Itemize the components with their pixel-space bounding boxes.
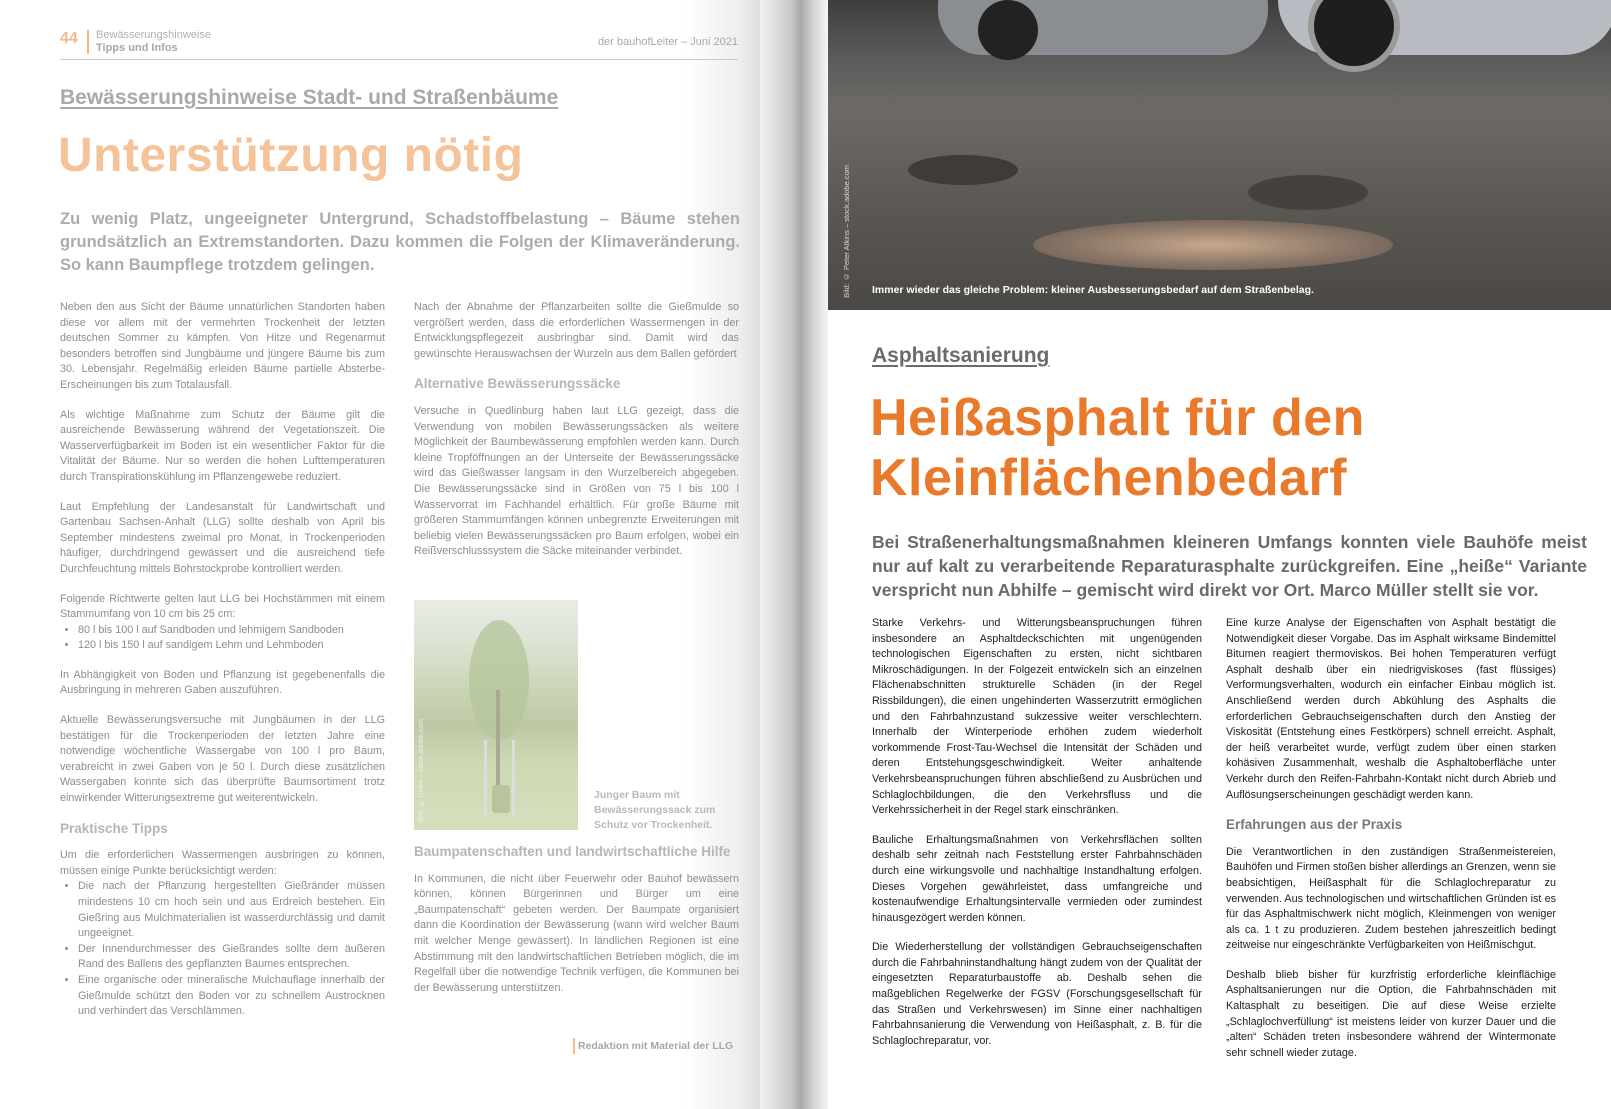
tree-photo <box>414 600 578 830</box>
article-lead: Bei Straßenerhaltungsmaßnahmen kleineren Umfangs konnten viele Bauhöfe meist nur auf kalt zu verarbeitende Reparaturasphalte zurückgreifen. Eine „heiße“ Variante verspricht nun Abhilfe – gemischt wird direkt vor Ort. Marco Müller stellt sie vor. <box>872 532 1587 600</box>
section-subtitle: Tipps und Infos <box>96 42 178 54</box>
text-column-2 <box>1226 616 1556 1075</box>
editorial-credit: Redaktion mit Material der LLG <box>578 1040 734 1052</box>
text-column-2 <box>414 300 739 574</box>
subheading: Praktische Tipps <box>60 820 168 836</box>
paragraph: Versuche in Quedlinburg haben laut LLG gezeigt, dass die Verwendung von mobilen Bewässerungssäcken als weitere Möglichkeit der Baumbewässerung empfohlen werden kann. Durch kleine Tropföffnungen an der Unterseite der Bewässerungssäcke wird das Gießwasser langsam in den Wurzelbereich abgegeben. Die Bewässerungssäcke sind in Größen von 75 l bis 100 l Wasservorrat im Fachhandel erhältlich. Für große Bäume mit größeren Stammumfängen können unbegrenzte Erweiterungen mit beliebig vielen Bewässerungssäcken pro Baum erfolgen, wobei ein Reißverschlusssystem die Säcke miteinander verbindet. <box>414 404 739 558</box>
paragraph: Die Verantwortlichen in den zuständigen Straßenmeistereien, Bauhöfen und Firmen stoßen bisher allerdings an Grenzen, wenn sie beabsichtigen, Heißasphalt für die Schlaglochreparatur zu verwenden. Aus technologischen und wirtschaftlichen Gründen ist es für das Asphaltmischwerk nicht möglich, Kleinmengen von weniger als ca. 1 t zu produzieren. Zudem bestehen jahreszeitlich bedingt zeitweise nur eingeschränkte Verfügbarkeiten von Heißmischgut. <box>1226 845 1556 952</box>
photo-caption: Immer wieder das gleiche Problem: kleiner Ausbesserungsbedarf auf dem Straßenbelag. <box>872 284 1314 296</box>
bullet-list <box>60 879 385 1019</box>
left-page <box>0 0 778 1109</box>
paragraph: In Kommunen, die nicht über Feuerwehr oder Bauhof bewässern können, können Bürgerinnen und Bürger um eine „Baumpatenschaft“ gebeten werden. Der Baumpate organisiert dann die Koordination der Bewässerung (wann wird welcher Baum mit welcher Menge gewässert). In ländlichen Regionen ist eine Abstimmung mit den landwirtschaftlichen Betrieben möglich, die im Regelfall über die notwendige Technik verfügen, die Kommunen bei der Bewässerung unterstützen. <box>414 872 739 994</box>
article-headline: Unterstützung nötig <box>58 129 524 182</box>
paragraph: Um die erforderlichen Wassermengen ausbringen zu können, müssen einige Punkte berücksichtigt werden: <box>60 849 385 877</box>
subheading: Baumpatenschaften und landwirtschaftliche Hilfe <box>414 844 731 859</box>
paragraph: Starke Verkehrs- und Witterungsbeanspruchungen führen insbesondere an Asphaltdeckschichten mit ungenügenden technologischen Eigenschaften zu ersten, nicht sichtbaren Mikroschädigungen. In der Folgezeit entwickeln sich an einzelnen Flächenabschnitten strukturelle Schäden (in der Regel Rissbildungen), die einen ungehinderten Wasserzutritt ermöglichen und den Fahrbahnzustand sukzessive weiter verschlechtern. Innerhalb der Winterperiode erhöhen zudem wiederholt vorkommende Frost-Tau-Wechsel die Intensität der Schäden und deren Entstehungsgeschwindigkeit. Weiter anhaltende Verkehrsbeanspruchungen führen abschließend zu Ausbrüchen und Schlaglochbildungen, die den Verkehrsfluss und die Verkehrssicherheit in der Regel stark einschränken. <box>872 617 1202 817</box>
right-page <box>828 0 1611 1109</box>
watering-bag <box>492 785 510 813</box>
paragraph: Bauliche Erhaltungsmaßnahmen von Verkehrsflächen sollten deshalb sehr zeitnah nach Feststellung erster Fahrbahnschäden durch eine wirkungsvolle und nachhaltige Instandhaltung erfolgen. Dieses Vorgehen gewährleistet, dass umfangreiche und kostenaufwendige Erhaltungsintervalle vermieden oder zumindest hinausgezögert werden können. <box>872 833 1202 924</box>
wheel-shape <box>978 0 1038 60</box>
article-kicker: Asphaltsanierung <box>872 344 1050 367</box>
paragraph: In Abhängigkeit von Boden und Pflanzung ist gegebenenfalls die Ausbringung in mehreren Gaben auszuführen. <box>60 668 385 697</box>
list-item: • 120 l bis 150 l auf sandigem Lehm und Lehmboden <box>78 638 385 654</box>
article-kicker: Bewässerungshinweise Stadt- und Straßenbäume <box>60 86 559 109</box>
book-spine-shadow <box>760 0 828 1109</box>
credit-divider <box>573 1038 575 1054</box>
paragraph: Deshalb blieb bisher für kurzfristig erforderliche kleinflächige Asphaltsanierungen nur die Option, die Fahrbahnschäden mit Kaltasphalt zu beseitigen. Die auf diese Weise erzielte „Schlaglochverfüllung“ ist meistens leider von kurzer Dauer und die „alten“ Schäden treten insbesondere während der Wintermonate sehr schnell wieder zutage. <box>1226 968 1556 1059</box>
wheel-shape <box>1308 0 1400 72</box>
article-headline: Heißasphalt für den Kleinflächenbedarf <box>870 389 1365 507</box>
paragraph: Folgende Richtwerte gelten laut LLG bei Hochstämmen mit einem Stammumfang von 10 cm bis 25 cm: <box>60 592 385 621</box>
pothole-photo <box>828 0 1611 310</box>
paragraph: Die Wiederherstellung der vollständigen Gebrauchseigenschaften durch die Fahrbahninstandhaltung hängt zudem von der Qualität der eingesetzten Reparaturbaustoffe ab. Deshalb sehen die maßgeblichen Regelwerke der FGSV (Forschungsgesellschaft für das Straßen und Verkehrswesen) im Sinne einer nachhaltigen Fahrbahnsanierung die Verwendung von Heißasphalt, z. B. für die Schlaglochreparatur, vor. <box>872 941 1202 1047</box>
header-rule <box>60 59 738 60</box>
section-title: Bewässerungshinweise <box>96 29 211 41</box>
tree-stake <box>484 740 487 815</box>
puddle-shape <box>1033 220 1393 270</box>
text-column-1 <box>60 300 385 1034</box>
paragraph: Als wichtige Maßnahme zum Schutz der Bäume gilt die ausreichende Bewässerung während der Vegetationszeit. Die Wasserverfügbarkeit im Boden ist ein wesentlicher Faktor für die Vitalität der Bäume. Nur so werden die hohen Lufttemperaturen durch Transpirationskühlung im Pflanzengewebe reduziert. <box>60 408 385 483</box>
list-item: • 80 l bis 100 l auf Sandboden und lehmigem Sandboden <box>78 623 385 639</box>
paragraph: Aktuelle Bewässerungsversuche mit Jungbäumen in der LLG bestätigen für die Trockenperioden der letzten Jahre eine notwendige wöchentliche Wassergabe von 100 l pro Baum, verabreicht in zwei Gaben von je 50 l. Durch diese zusätzlichen Wassergaben konnte sich das überprüfte Baumsortiment trotz einwirkender Witterungsextreme gut weiterentwickeln. <box>60 714 385 805</box>
paragraph: Neben den aus Sicht der Bäume unnatürlichen Standorten haben diese vor allem mit der vermehrten Trockenheit der letzten deutschen Sommer zu kämpfen. Von Hitze und Regenarmut besonders betroffen sind Jungbäume und jüngere Bäume bis zum 30. Lebensjahr. Regelmäßig erleiden Bäume partielle Absterbe-Erscheinungen bis zum Totalausfall. <box>60 301 385 391</box>
issue-label: der bauhofLeiter – Juni 2021 <box>597 36 738 48</box>
subheading: Erfahrungen aus der Praxis <box>1226 817 1403 833</box>
subheading: Alternative Bewässerungssäcke <box>414 376 621 392</box>
photo-credit: Bild: © Ulrike – stock.adobe.com <box>418 718 425 822</box>
list-item: • Eine organische oder mineralische Mulchauflage innerhalb der Gießmulde schützt den Boden vor zu schnellem Austrocknen und verhindert das Verschlämmen. <box>78 973 385 1020</box>
header-divider <box>87 30 89 54</box>
photo-caption: Junger Baum mit Bewässerungssack zum Schutz vor Trockenheit. <box>594 789 716 831</box>
photo-credit: Bild: © Peter Atkins – stock.adobe.com <box>842 165 851 298</box>
list-item: • Die nach der Pflanzung hergestellten Gießränder müssen mindestens 10 cm hoch sein und aus Erdreich bestehen. Ein Gießring aus Mulchmaterialien ist wasserdurchlässig und damit ungeeignet. <box>78 879 385 941</box>
article-lead: Zu wenig Platz, ungeeigneter Untergrund, Schadstoffbelastung – Bäume stehen grundsätzlich an Extremstandorten. Dazu kommen die Folgen der Klimaveränderung. So kann Baumpflege trotzdem gelingen. <box>60 210 740 274</box>
paragraph: Nach der Abnahme der Pflanzarbeiten sollte die Gießmulde so vergrößert werden, dass die erforderlichen Wassermengen in der Entwicklungspflegezeit ausbringbar sind. Damit wird das gewünschte Herauswachsen der Wurzeln aus dem Ballen gefördert <box>414 301 739 360</box>
paragraph: Laut Empfehlung der Landesanstalt für Landwirtschaft und Gartenbau Sachsen-Anhalt (LLG) sollte deshalb von April bis September mindestens zweimal pro Monat, in Trockenperioden häufiger, durchdringend gewässert und die ausreichend tiefe Durchfeuchtung mittels Bohrstockprobe kontrolliert werden. <box>60 500 385 575</box>
text-column-1 <box>872 616 1202 1063</box>
page-number: 44 <box>60 30 78 47</box>
pothole-shape <box>908 155 1018 185</box>
bullet-list <box>60 623 385 654</box>
tree-stake <box>512 740 515 815</box>
paragraph: Eine kurze Analyse der Eigenschaften von Asphalt bestätigt die Notwendigkeit dieser Vorgabe. Das im Asphalt wirksame Bindemittel Bitumen reagiert thermoviskos. Bei hohen Temperaturen verfügt Asphalt deshalb über ein niedrigviskoses (fast flüssiges) Verformungsverhalten, wodurch ein einfacher Einbau möglich ist. Anschließend werden durch Abkühlung des Asphalts die erforderlichen Gebrauchseigenschaften durch den Anstieg der Viskosität (Entstehung eines Festkörpers) schnell erreicht. Asphalt, der heiß verarbeitet wurde, verfügt zudem über einen starken kohäsiven Zusammenhalt, weshalb die Asphaltoberfläche unter Verkehr durch den Reifen-Fahrbahn-Kontakt nicht durch Abrieb und Auflösungserscheinungen geschädigt werden kann. <box>1226 617 1556 801</box>
list-item: • Der Innendurchmesser des Gießrandes sollte dem äußeren Rand des Ballens des gepflanzten Baumes entsprechen. <box>78 942 385 973</box>
pothole-shape <box>1248 175 1368 210</box>
text-column-2-bottom <box>414 842 739 1010</box>
